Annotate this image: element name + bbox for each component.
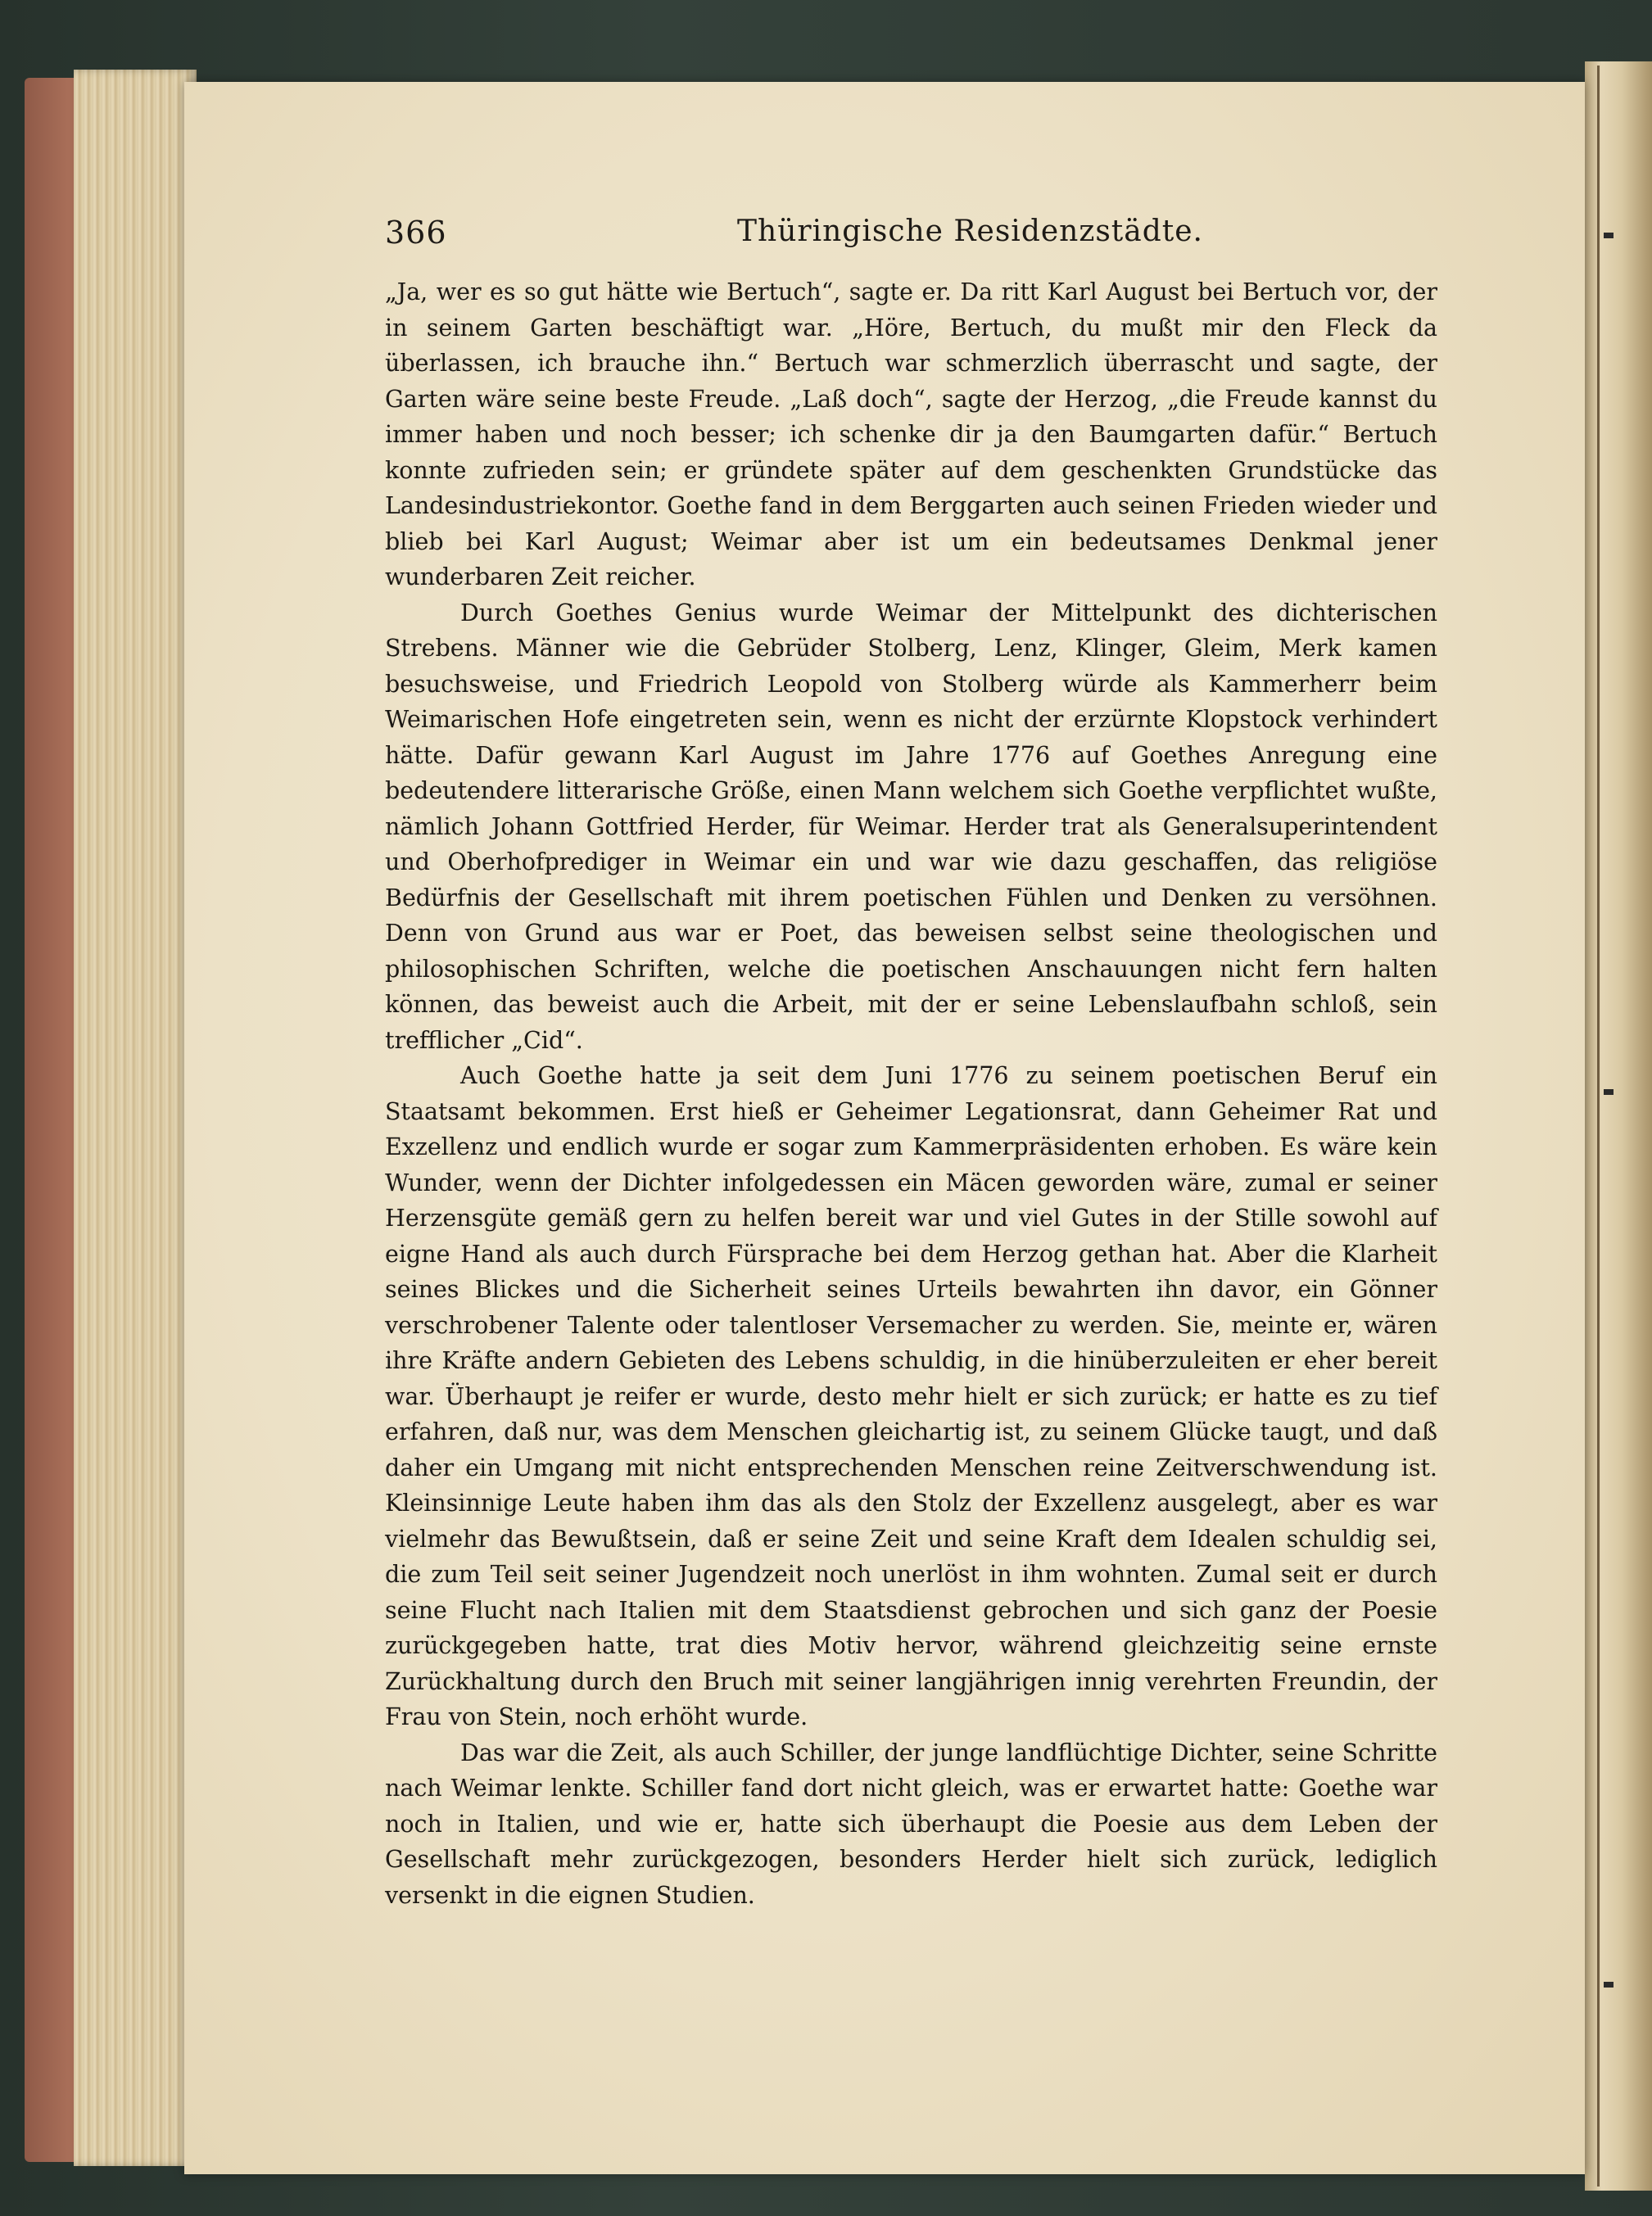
thread-mark bbox=[1604, 1089, 1614, 1095]
paragraph-1: „Ja, wer es so gut hätte wie Bertuch“, sagte er. Da ritt Karl August bei Bertuch vor, der in seinem Garten beschäftigt war. „Höre, Bertuch, du mußt mir den Fleck da überlassen, ich brauche ihn.“ Bertuch war schmerzlich überrascht und sagte, der Garten wäre seine beste Freude. „Laß doch“, sagte der Herzog, „die Freude kannst du immer haben und noch besser; ich schenke dir ja den Baumgarten dafür.“ Bertuch konnte zufrieden sein; er gründete später auf dem geschenkten Grundstücke das Landesindustriekontor. Goethe fand in dem Berggarten auch seinen Frieden wieder und blieb bei Karl August; Weimar aber ist um ein bedeutsames Denkmal jener wunderbaren Zeit reicher. bbox=[385, 278, 1437, 590]
paragraph-3: Auch Goethe hatte ja seit dem Juni 1776 zu seinem poetischen Beruf ein Staatsamt bekommen. Erst hieß er Geheimer Legationsrat, dann Geheimer Rat und Exzellenz und endlich wurde er sogar zum Kammerpräsidenten erhoben. Es wäre kein Wunder, wenn der Dichter infolgedessen ein Mäcen geworden wäre, zumal er seiner Herzensgüte gemäß gern zu helfen bereit war und viel Gutes in der Stille sowohl auf eigne Hand als auch durch Fürsprache bei dem Herzog gethan hat. Aber die Klarheit seines Blickes und die Sicherheit seines Urteils bewahrten ihn davor, ein Gönner verschrobener Talente oder talentloser Versemacher zu werden. Sie, meinte er, wären ihre Kräfte andern Gebieten des Lebens schuldig, in die hinüberzuleiten er eher bereit war. Überhaupt je reifer er wurde, desto mehr hielt er sich zurück; er hatte es zu tief erfahren, daß nur, was dem Menschen gleichartig ist, zu seinem Glücke taugt, und daß daher ein Umgang mit nicht entsprechenden Menschen reine Zeitverschwendung ist. Kleinsinnige Leute haben ihm das als den Stolz der Exzellenz ausgelegt, aber es war vielmehr das Bewußtsein, daß er seine Zeit und seine Kraft dem Idealen schuldig sei, die zum Teil seit seiner Jugendzeit noch unerlöst in ihm wohnten. Zumal seit er durch seine Flucht nach Italien mit dem Staatsdienst gebrochen und sich ganz der Poesie zurückgegeben hatte, trat dies Motiv hervor, während gleichzeitig seine ernste Zurückhaltung durch den Bruch mit seiner langjährigen innig verehrten Freundin, der Frau von Stein, noch erhöht wurde. bbox=[385, 1062, 1437, 1730]
book-gutter bbox=[1585, 61, 1652, 2191]
thread-mark bbox=[1604, 233, 1614, 238]
paragraph-4: Das war die Zeit, als auch Schiller, der junge landflüchtige Dichter, seine Schritte nach Weimar lenkte. Schiller fand dort nicht gleich, was er erwartet hatte: Goethe war noch in Italien, und wie er, hatte sich überhaupt die Poesie aus dem Leben der Gesellschaft mehr zurückgezogen, besonders Herder hielt sich zurück, lediglich versenkt in die eignen Studien. bbox=[385, 1739, 1437, 1909]
page-header bbox=[385, 215, 1458, 264]
body-text bbox=[385, 274, 1437, 1913]
gutter-fold-line bbox=[1597, 66, 1600, 2187]
thread-mark bbox=[1604, 1982, 1614, 1988]
paragraph-2: Durch Goethes Genius wurde Weimar der Mittelpunkt des dichterischen Strebens. Männer wie die Gebrüder Stolberg, Lenz, Klinger, Gleim, Merk kamen besuchsweise, und Friedrich Leopold von Stolberg würde als Kammerherr beim Weimarischen Hofe eingetreten sein, wenn es nicht der erzürnte Klopstock verhindert hätte. Dafür gewann Karl August im Jahre 1776 auf Goethes Anregung eine bedeutendere litterarische Größe, einen Mann welchem sich Goethe verpflichtet wußte, nämlich Johann Gottfried Herder, für Weimar. Herder trat als Generalsuperintendent und Oberhofprediger in Weimar ein und war wie dazu geschaffen, das religiöse Bedürfnis der Gesellschaft mit ihrem poetischen Fühlen und Denken zu versöhnen. Denn von Grund aus war er Poet, das beweisen selbst seine theologischen und philosophischen Schriften, welche die poetischen Anschauungen nicht fern halten können, das beweist auch die Arbeit, mit der er seine Lebenslaufbahn schloß, sein trefflicher „Cid“. bbox=[385, 599, 1437, 1054]
running-head: Thüringische Residenzstädte. bbox=[737, 215, 1203, 248]
page-number: 366 bbox=[385, 215, 447, 251]
page-edges-stack bbox=[74, 70, 197, 2166]
